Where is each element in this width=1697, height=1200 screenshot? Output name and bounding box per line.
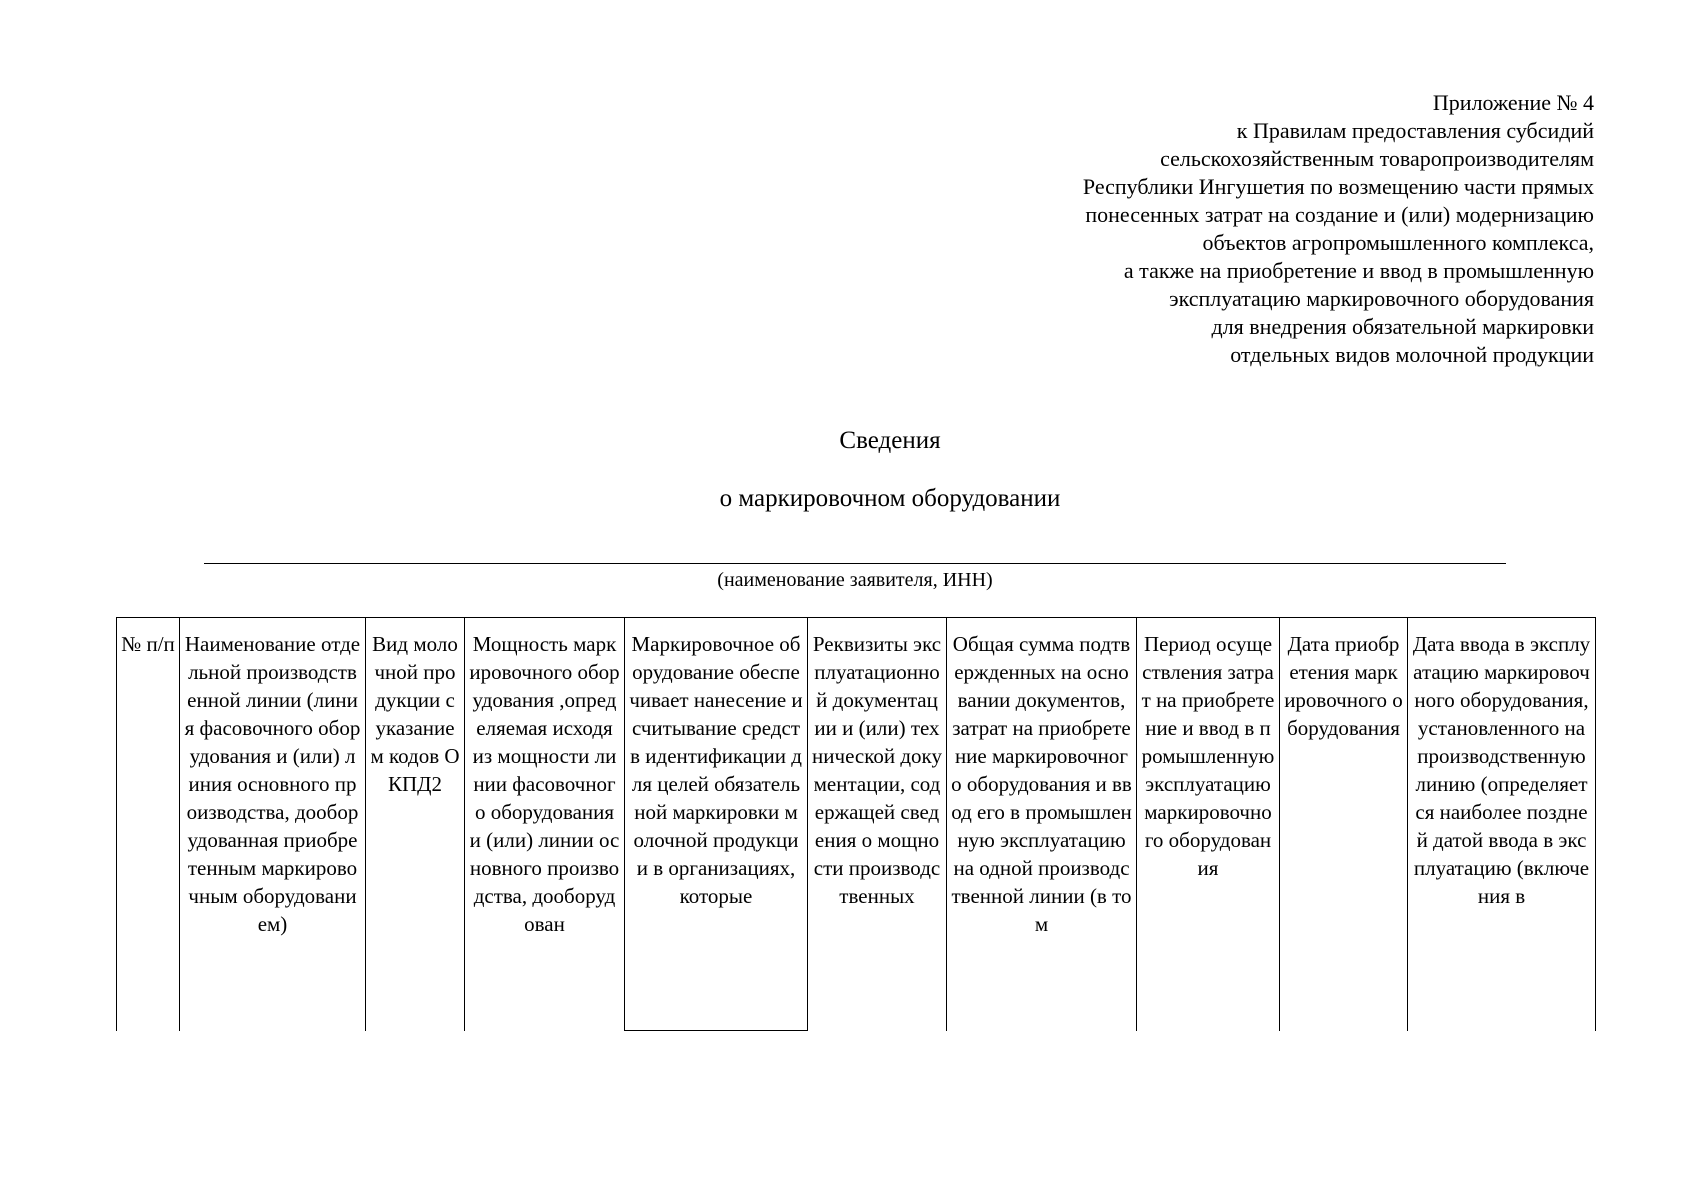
appendix-line: эксплуатацию маркировочного оборудования	[1169, 286, 1594, 311]
appendix-line: объектов агропромышленного комплекса,	[1202, 230, 1594, 255]
appendix-line: а также на приобретение и ввод в промышленную	[1123, 258, 1594, 283]
appendix-line: Приложение № 4	[1432, 90, 1594, 115]
column-header-product-type: Вид молочной продукции с указанием кодов ОКПД2	[366, 618, 465, 1031]
document-title: Сведения	[839, 427, 941, 454]
column-header-period: Период осуществления затрат на приобретение и ввод в промышленную эксплуатацию маркировочного оборудования	[1137, 618, 1280, 1031]
applicant-fill-line	[204, 563, 1506, 564]
applicant-caption: (наименование заявителя, ИНН)	[717, 569, 993, 591]
column-header-commissioning-date: Дата ввода в эксплуатацию маркировочного оборудования, установленного на производственную линию (определяется наиболее поздней датой ввода в эксплуатацию (включения в	[1408, 618, 1596, 1031]
column-header-line-name: Наименование отдельной производственной линии (линия фасовочного оборудования и (или) линия основного производства, дооборудованная приобретенным маркировочным оборудованием)	[180, 618, 366, 1031]
appendix-line: для внедрения обязательной маркировки	[1211, 314, 1594, 339]
appendix-line: понесенных затрат на создание и (или) модернизацию	[1085, 202, 1594, 227]
equipment-table	[116, 617, 1596, 1031]
column-header-number: № п/п	[117, 618, 180, 1031]
column-header-purchase-date: Дата приобретения маркировочного оборудования	[1280, 618, 1408, 1031]
appendix-line: Республики Ингушетия по возмещению части прямых	[1082, 174, 1594, 199]
appendix-line: отдельных видов молочной продукции	[1230, 342, 1594, 367]
column-header-total-cost: Общая сумма подтвержденных на основании документов, затрат на приобретение маркировочного оборудования и ввод его в промышленную эксплуатацию на одной производственной линии (в том	[947, 618, 1137, 1031]
column-header-equipment-function: Маркировочное оборудование обеспечивает нанесение и считывание средств идентификации для целей обязательной маркировки молочной продукции в организациях, которые	[625, 618, 808, 1031]
column-header-documentation: Реквизиты эксплуатационной документации и (или) технической документации, содержащей сведения о мощности производственных	[808, 618, 947, 1031]
table-header-row	[117, 618, 1596, 1031]
appendix-header	[894, 89, 1594, 369]
document-subtitle: о маркировочном оборудовании	[719, 485, 1061, 512]
appendix-line: к Правилам предоставления субсидий	[1236, 118, 1594, 143]
appendix-line: сельскохозяйственным товаропроизводителям	[1160, 146, 1594, 171]
column-header-capacity: Мощность маркировочного оборудования ,определяемая исходя из мощности линии фасовочного оборудования и (или) линии основного производства, дооборудован	[465, 618, 625, 1031]
